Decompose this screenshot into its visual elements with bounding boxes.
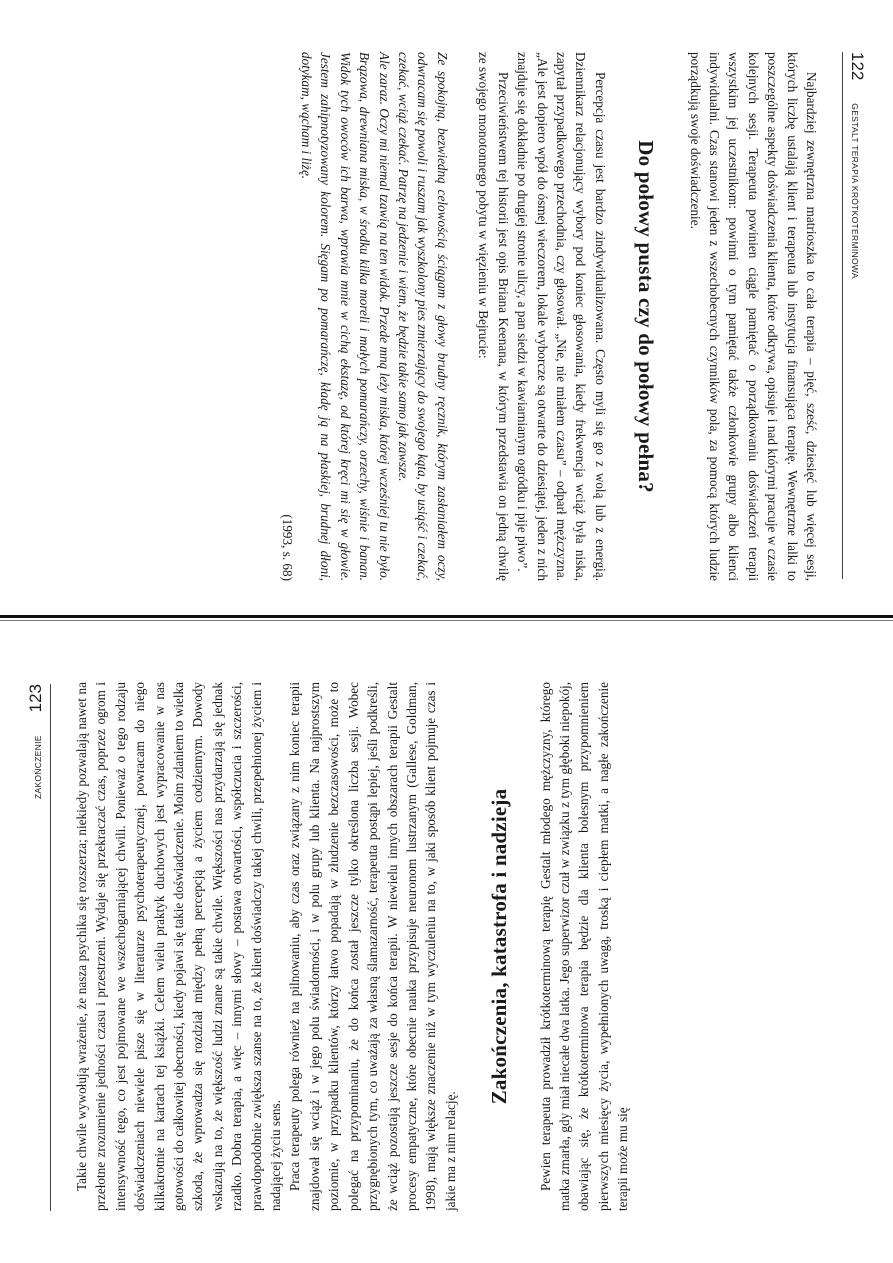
quote-paragraph: Ale zaraz. Oczy mi niemal tzawią na ten widok. Przede mną leży miska, której wcześniej tu nie było. Brązowa, drewniana miska, w środku kilka moreli i małych pomarańczy, orzechy, wiśnie i banan. Widok tych owoców ich barwa, wprawia mnie w cichą ekstazę, od której kręci mi się w głowie. Jestem zahipnotyzowany kolorem. Sięgam po pomarańczę, kładę ją na płaskiej, brudnej dłoni, dotykam, wącham i liżę. <box>299 52 392 581</box>
quote-source: (1993, s. 68) <box>279 514 295 581</box>
page-header <box>845 52 867 579</box>
page-123 <box>0 632 893 1263</box>
page-number: 122 <box>848 52 867 81</box>
page-122 <box>0 0 893 631</box>
page-header <box>26 684 48 1211</box>
header-rule <box>50 684 51 1211</box>
block-quote <box>277 52 452 581</box>
header-rule <box>842 52 843 579</box>
page-divider-shadow <box>0 620 893 621</box>
paragraph: Takie chwile wywołują wrażenie, że nasza psychika się rozszerza; niekiedy pozwalają nawet na przełotne zrozumienie jedności czasu i przestrzeni. Wydaje się przekraczać czas, poprzez ogrom i intensywność tego, co jest pojmowane we wszechogarniającej chwili. Ponieważ o tego rodzaju doświadczeniach niewiele pisze się w literaturze psychoterapeutycznej, powracam do niego kilkakrotnie na kartach tej książki. Celem wielu praktyk duchowych jest wypracowanie w nas gotowości do całkowitej obecności, kiedy pojawi się takie doświadczenie. Moim zdaniem to wielka szkoda, że wprowadza się rozdział między pełną percepcją a życiem codziennym. Dowody wskazują na to, że większość ludzi znane są takie chwile. Większości nas przydarzają się jednak rzadko. Dobra terapia, a więc – innymi słowy – postawa otwartości, współczucia i szczerości, prawdopodobnie zwiększa szanse na to, że klient doświadczy takiej chwili, przepełnionej życiem i nadającej życiu sens. <box>74 682 284 1211</box>
section-heading: Zakończenia, katastrofa i nadzieja <box>487 788 512 1105</box>
section-heading: Do połowy pusta czy do połowy pełna? <box>634 140 659 493</box>
paragraph: Pewien terapeuta prowadził krótkoterminową terapię Gestalt młodego mężczyzny, którego matka zmarła, gdy miał niecałe dwa latka. Jego superwizor czuł w związku z tym głęboki niepokój, obawiając się, że krótkoterminowa terapia będzie dla klienta bolesnym przypomnieniem pierwszych miesięcy życia, wypełnionych uwagą, troską i ciepłem matki, a nagłe zakończenie terapii może mu się <box>537 682 631 1211</box>
paragraph: Praca terapeuty polega również na pilnowaniu, aby czas oraz związany z nim koniec terapii znajdował się wciąż i w jego polu świadomości, i w polu grupy lub klienta. Na najprostszym poziomie, w przypadku klientów, którzy łatwo popadają w złudzenie bezczasowości, może to polegać na przypominaniu, że do końca został jeszcze tylko określona liczba sesji. Wobec przygnębionych tym, co uważają za własną ślamazarność, terapeuta postąpi lepiej, jeśli podkreśli, że wciąż pozostają jeszcze sesje do końca terapii. W niewielu innych obszarach terapii Gestalt procesy empatyczne, które obecnie nauka przypisuje neuronom lustrzanym (Gallese, Goldman, 1998), mają większe znaczenie niż w tym wyczuleniu na to, w jaki sposób klient pojmuje czas i jakie ma z nim relację. <box>287 682 458 1211</box>
page-number: 123 <box>26 684 45 713</box>
paragraph: Percepcja czasu jest bardzo zindywidualizowana. Często myli się go z wolą lub z energią. Dziennikarz relacjonujący wybory pod koniec głosowania, kiedy frekwencja wciąż była niska, zapytał przypadkowego przechodnia, czy głosował. „Nie, nie miałem czasu” – odparł mężczyzna. „Ale jest dopiero wpół do ósmej wieczorem, lokale wyborcze są otwarte do dziesiątej, jeden z nich znajduje się dokładnie po drugiej stronie ulicy, a pan siedzi w kawiarnianym ogródku i pije piwo”. <box>515 52 608 581</box>
page-divider <box>0 615 893 618</box>
quote-paragraph: Ze spokojną, bezwiedną celowością ściągam z głowy brudny ręcznik, którym zasłaniałem oczy, odwracam się powoli i ruszam jak wyszkolony pies zmierzający do swojego kąta, by usiąść i czekać, czekać, wciąż czekać. Patrzę na jedzenie i wiem, że będzie takie samo jak zawsze. <box>396 52 450 581</box>
paragraph: Przeciwieństwem tej historii jest opis Briana Keenana, w którym przedstawia on jedną chwilę ze swojego monotonnego pobytu w więzieniu w Bejrucie: <box>476 52 511 581</box>
body-text <box>277 52 821 581</box>
page-123-scan <box>0 632 893 1263</box>
paragraph: Najbardziej zewnętrzna matrioszka to cała terapia – pięć, sześć, dziesięć lub więcej sesji, których liczbę ustalają klient i terapeuta lub instytucja finansująca terapię. Wewnętrzne lalki to poszczególne aspekty doświadczenia klienta, które odkrywa, opisuje i nad którymi pracuje w czasie kolejnych sesji. Terapeuta powinien ciągle pamiętać o porządkowaniu doświadczeń terapii wszystkim jej uczestnikom: powinni o tym pamiętać także członkowie grupy albo klienci indywidualni. Czas stanowi jeden z wszechobecnych czynników pola, za pomocą których ludzie porządkują swoje doświadczenie. <box>687 52 819 581</box>
body-text <box>72 682 633 1211</box>
page-122-scan <box>0 0 893 631</box>
running-header: GESTALT TERAPIA KRÓTKOTERMINOWA <box>850 103 860 279</box>
running-header: ZAKOŃCZENIE <box>33 735 43 800</box>
